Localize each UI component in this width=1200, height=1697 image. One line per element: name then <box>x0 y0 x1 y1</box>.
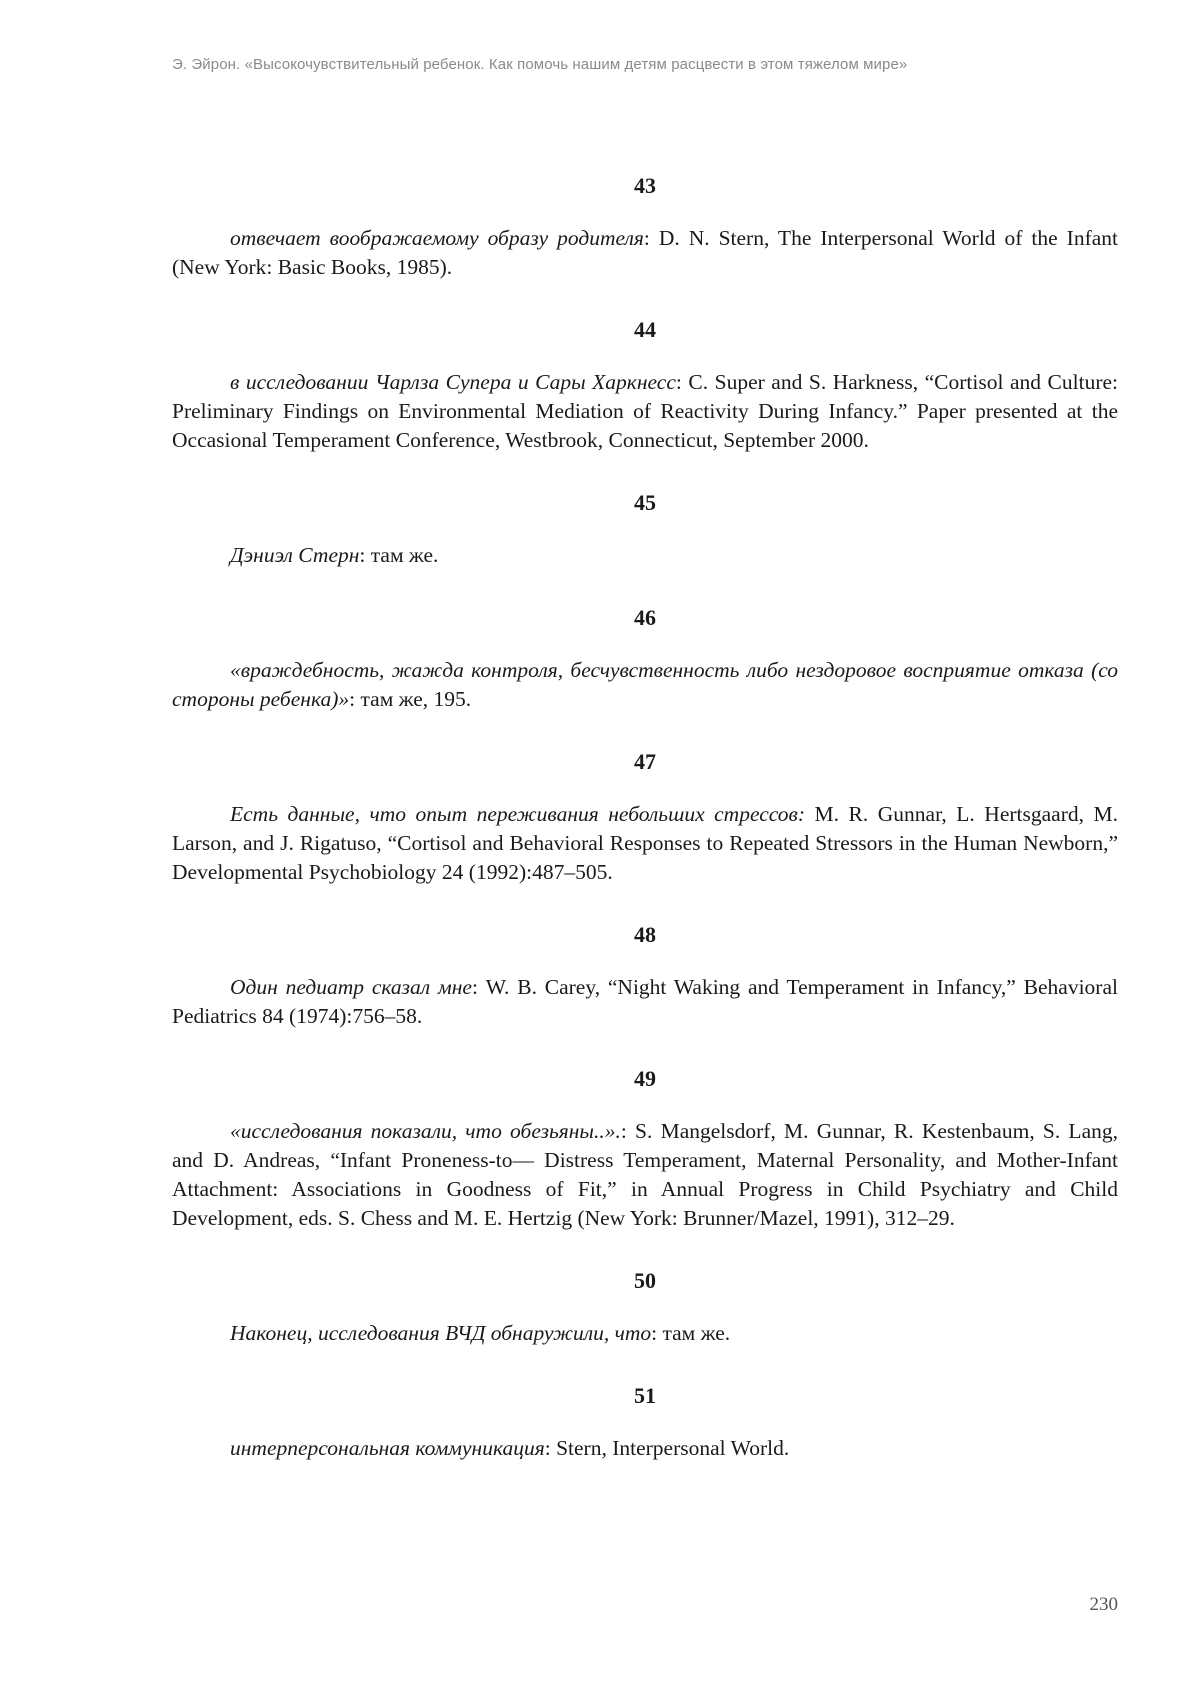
endnote-text <box>172 656 1118 714</box>
endnote-lead: Есть данные, что опыт переживания небольших стрессов: <box>230 802 806 826</box>
endnote-text <box>172 224 1118 282</box>
endnote-44 <box>172 316 1118 455</box>
endnote-lead: Наконец, исследования ВЧД обнаружили, что <box>230 1321 652 1345</box>
endnote-number: 48 <box>634 922 656 947</box>
endnote-51 <box>172 1382 1118 1463</box>
endnote-number: 47 <box>634 749 656 774</box>
endnote-lead: отвечает воображаемому образу родителя <box>230 226 644 250</box>
endnote-text <box>172 541 1118 570</box>
endnote-number: 50 <box>634 1268 656 1293</box>
endnote-text <box>172 368 1118 455</box>
endnote-number: 51 <box>634 1383 656 1408</box>
endnote-text <box>172 800 1118 887</box>
endnote-number: 46 <box>634 605 656 630</box>
endnote-citation: : D. N. Stern, The Interpersonal World of the Infant (New York: Basic Books, 1985). <box>172 226 1118 279</box>
endnote-lead: «враждебность, жажда контроля, бесчувственность либо нездоровое восприятие отказа (со стороны ребенка)» <box>172 658 1118 711</box>
endnote-lead: «исследования показали, что обезьяны..». <box>230 1119 621 1143</box>
endnote-49 <box>172 1065 1118 1233</box>
endnote-number: 45 <box>634 490 656 515</box>
endnote-46 <box>172 604 1118 714</box>
endnote-43 <box>172 172 1118 282</box>
endnote-citation: : Stern, Interpersonal World. <box>544 1436 790 1460</box>
endnote-lead: Один педиатр сказал мне <box>230 975 472 999</box>
endnote-45 <box>172 489 1118 570</box>
endnote-number: 43 <box>634 173 656 198</box>
endnote-citation: : S. Mangelsdorf, M. Gunnar, R. Kestenbaum, S. Lang, and D. Andreas, “Infant Proneness-to— Distress Temperament, Maternal Personality, and Mother-Infant Attachment: Associations in Goodness of Fit,” in Annual Progress in Child Psychiatry and Child Development, eds. S. Chess and M. E. Hertzig (New York: Brunner/Mazel, 1991), 312–29. <box>172 1119 1118 1230</box>
endnote-number: 44 <box>634 317 656 342</box>
endnote-citation: M. R. Gunnar, L. Hertsgaard, M. Larson, and J. Rigatuso, “Cortisol and Behavioral Responses to Repeated Stressors in the Human Newborn,” Developmental Psychobiology 24 (1992):487–505. <box>172 802 1118 884</box>
endnote-citation: : W. B. Carey, “Night Waking and Temperament in Infancy,” Behavioral Pediatrics 84 (1974):756–58. <box>172 975 1118 1028</box>
endnote-lead: в исследовании Чарлза Супера и Сары Харкнесс <box>230 370 676 394</box>
endnote-text <box>172 973 1118 1031</box>
endnote-citation: : C. Super and S. Harkness, “Cortisol and Culture: Preliminary Findings on Environmental Mediation of Reactivity During Infancy.” Paper presented at the Occasional Temperament Conference, Westbrook, Connecticut, September 2000. <box>172 370 1118 452</box>
page-number: 230 <box>1089 1594 1118 1615</box>
endnote-text <box>172 1319 1118 1348</box>
endnote-number: 49 <box>634 1066 656 1091</box>
endnote-citation: : там же, 195. <box>349 687 472 711</box>
endnote-lead: Дэниэл Стерн <box>230 543 360 567</box>
endnote-text <box>172 1117 1118 1233</box>
endnote-48 <box>172 921 1118 1031</box>
endnote-citation: : там же. <box>651 1321 731 1345</box>
endnote-text <box>172 1434 1118 1463</box>
endnote-citation: : там же. <box>359 543 439 567</box>
running-header: Э. Эйрон. «Высокочувствительный ребенок. Как помочь нашим детям расцвести в этом тяжелом мире» <box>172 56 908 73</box>
endnote-lead: интерперсональная коммуникация <box>230 1436 545 1460</box>
endnote-50 <box>172 1267 1118 1348</box>
endnotes-list <box>172 172 1118 1497</box>
endnote-47 <box>172 748 1118 887</box>
